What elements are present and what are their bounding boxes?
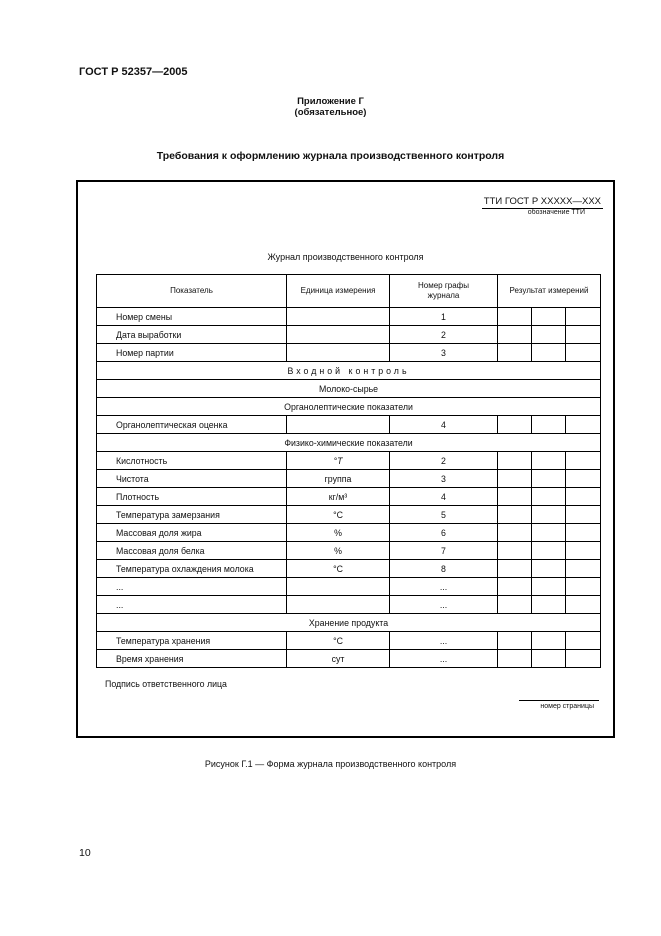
result-cell — [532, 542, 566, 560]
section-row — [97, 398, 601, 416]
section-physicochemical: Физико-химические показатели — [97, 434, 601, 452]
row-unit: °С — [287, 560, 390, 578]
signature-label: Подпись ответственного лица — [105, 679, 227, 689]
table-row — [97, 308, 601, 326]
table-row — [97, 632, 601, 650]
result-cell — [498, 416, 532, 434]
row-number: ... — [390, 650, 498, 668]
result-cell — [532, 344, 566, 362]
result-cell — [498, 470, 532, 488]
result-cell — [498, 596, 532, 614]
row-unit: °Т — [287, 452, 390, 470]
result-cell — [498, 632, 532, 650]
result-cell — [566, 326, 601, 344]
result-cell — [566, 650, 601, 668]
tti-code: ТТИ ГОСТ Р XXXXX—XXX — [483, 196, 601, 207]
result-cell — [532, 488, 566, 506]
result-cell — [566, 488, 601, 506]
result-cell — [498, 524, 532, 542]
result-cell — [532, 524, 566, 542]
table-row — [97, 578, 601, 596]
section-organoleptic: Органолептические показатели — [97, 398, 601, 416]
section-row — [97, 380, 601, 398]
result-cell — [532, 560, 566, 578]
result-cell — [532, 506, 566, 524]
row-number: 8 — [390, 560, 498, 578]
row-number: 3 — [390, 470, 498, 488]
tti-label: обозначение ТТИ — [527, 209, 585, 216]
result-cell — [532, 308, 566, 326]
row-name: ... — [97, 578, 287, 596]
row-name: Номер смены — [97, 308, 287, 326]
section-row — [97, 614, 601, 632]
section-row — [97, 362, 601, 380]
result-cell — [566, 542, 601, 560]
result-cell — [498, 560, 532, 578]
col-unit: Единица измерения — [287, 275, 390, 308]
row-unit: сут — [287, 650, 390, 668]
section-raw-milk: Молоко-сырье — [97, 380, 601, 398]
row-number: 6 — [390, 524, 498, 542]
row-unit: % — [287, 524, 390, 542]
result-cell — [532, 578, 566, 596]
result-cell — [532, 650, 566, 668]
row-unit — [287, 416, 390, 434]
row-name: ... — [97, 596, 287, 614]
result-cell — [532, 416, 566, 434]
table-row — [97, 344, 601, 362]
row-name: Время хранения — [97, 650, 287, 668]
row-number: ... — [390, 632, 498, 650]
result-cell — [566, 470, 601, 488]
row-unit: кг/м³ — [287, 488, 390, 506]
row-name: Температура замерзания — [97, 506, 287, 524]
journal-title: Журнал производственного контроля — [267, 252, 424, 262]
result-cell — [566, 416, 601, 434]
row-name: Дата выработки — [97, 326, 287, 344]
result-cell — [566, 560, 601, 578]
row-unit — [287, 326, 390, 344]
row-name: Температура хранения — [97, 632, 287, 650]
row-unit — [287, 308, 390, 326]
col-result: Результат измерений — [498, 275, 601, 308]
result-cell — [566, 578, 601, 596]
row-name: Массовая доля белка — [97, 542, 287, 560]
table-row — [97, 488, 601, 506]
table-row — [97, 326, 601, 344]
row-unit: % — [287, 542, 390, 560]
result-cell — [532, 596, 566, 614]
result-cell — [498, 344, 532, 362]
result-cell — [566, 596, 601, 614]
row-name: Чистота — [97, 470, 287, 488]
appendix-title: Приложение Г — [297, 96, 364, 107]
result-cell — [566, 632, 601, 650]
result-cell — [498, 506, 532, 524]
row-number: ... — [390, 596, 498, 614]
row-unit: °С — [287, 632, 390, 650]
row-number: 4 — [390, 416, 498, 434]
table-row — [97, 650, 601, 668]
row-name: Массовая доля жира — [97, 524, 287, 542]
appendix-subtitle: (обязательное) — [294, 107, 367, 118]
table-row — [97, 524, 601, 542]
page-number-line — [519, 700, 599, 701]
result-cell — [566, 506, 601, 524]
section-input-control: Входной контроль — [97, 362, 601, 380]
row-unit — [287, 344, 390, 362]
col-journal-number: Номер графы журнала — [390, 275, 498, 308]
row-unit — [287, 578, 390, 596]
result-cell — [532, 470, 566, 488]
page-number: 10 — [79, 847, 91, 859]
result-cell — [498, 308, 532, 326]
row-name: Органолептическая оценка — [97, 416, 287, 434]
table-header-row — [97, 275, 601, 308]
table-row — [97, 452, 601, 470]
result-cell — [498, 452, 532, 470]
row-number: 2 — [390, 326, 498, 344]
row-number: 3 — [390, 344, 498, 362]
row-number: 2 — [390, 452, 498, 470]
page-number-label: номер страницы — [540, 703, 594, 710]
row-number: 5 — [390, 506, 498, 524]
result-cell — [566, 452, 601, 470]
table-row — [97, 560, 601, 578]
row-unit — [287, 596, 390, 614]
row-number: 7 — [390, 542, 498, 560]
journal-form-frame — [76, 180, 615, 738]
result-cell — [532, 326, 566, 344]
result-cell — [498, 326, 532, 344]
result-cell — [498, 578, 532, 596]
row-name: Температура охлаждения молока — [97, 560, 287, 578]
row-number: ... — [390, 578, 498, 596]
figure-caption: Рисунок Г.1 — Форма журнала производственного контроля — [204, 759, 457, 769]
row-unit: группа — [287, 470, 390, 488]
table-row — [97, 596, 601, 614]
journal-table — [96, 274, 601, 668]
row-name: Номер партии — [97, 344, 287, 362]
section-storage: Хранение продукта — [97, 614, 601, 632]
row-number: 4 — [390, 488, 498, 506]
result-cell — [566, 308, 601, 326]
col-indicator: Показатель — [97, 275, 287, 308]
result-cell — [566, 524, 601, 542]
row-number: 1 — [390, 308, 498, 326]
result-cell — [498, 542, 532, 560]
table-row — [97, 470, 601, 488]
row-name: Плотность — [97, 488, 287, 506]
row-name: Кислотность — [97, 452, 287, 470]
result-cell — [532, 452, 566, 470]
result-cell — [498, 650, 532, 668]
requirements-title: Требования к оформлению журнала производственного контроля — [156, 150, 505, 162]
section-row — [97, 434, 601, 452]
document-code: ГОСТ Р 52357—2005 — [79, 66, 188, 78]
row-unit: °С — [287, 506, 390, 524]
result-cell — [532, 632, 566, 650]
result-cell — [498, 488, 532, 506]
result-cell — [566, 344, 601, 362]
table-row — [97, 416, 601, 434]
table-row — [97, 506, 601, 524]
table-row — [97, 542, 601, 560]
